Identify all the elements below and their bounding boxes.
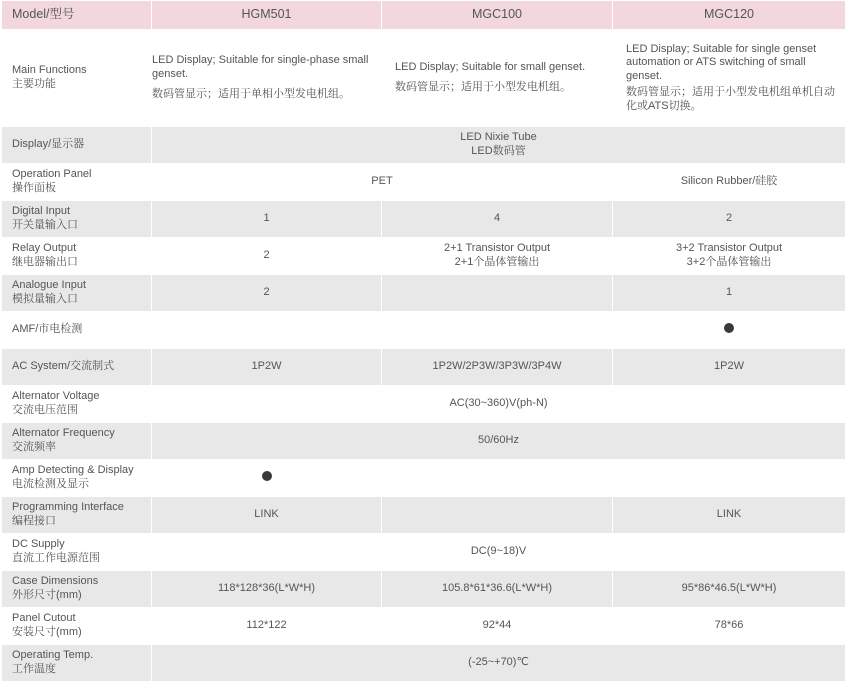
panel-cutout-label-cn: 安装尺寸(mm) — [12, 626, 82, 638]
operation-panel-row — [2, 164, 845, 201]
ac-system-hgm501: 1P2W — [152, 349, 382, 386]
relay-output-mgc120 — [613, 238, 845, 275]
display-value — [152, 127, 845, 164]
analogue-input-hgm501: 2 — [152, 275, 382, 312]
display-label: Display/显示器 — [2, 127, 152, 164]
header-row — [2, 1, 845, 30]
main-functions-mgc120 — [613, 30, 845, 127]
case-dimensions-mgc100: 105.8*61*36.6(L*W*H) — [382, 571, 613, 608]
function-cn-text: 数码管显示；适用于小型发电机组。 — [395, 81, 571, 93]
case-dimensions-row — [2, 571, 845, 608]
panel-cutout-mgc100: 92*44 — [382, 608, 613, 645]
relay-output-mgc120-en: 3+2 Transistor Output — [675, 242, 783, 255]
operating-temp-row — [2, 645, 845, 682]
digital-input-mgc100: 4 — [382, 201, 613, 238]
relay-output-mgc100 — [382, 238, 613, 275]
panel-cutout-label-en: Panel Cutout — [12, 612, 76, 625]
ac-system-label: AC System/交流制式 — [2, 349, 152, 386]
analogue-input-row — [2, 275, 845, 312]
analogue-input-label-en: Analogue Input — [12, 279, 87, 292]
relay-output-hgm501: 2 — [152, 238, 382, 275]
digital-input-row — [2, 201, 845, 238]
dc-supply-value: DC(9~18)V — [152, 534, 845, 571]
dc-supply-label-cn: 直流工作电源范围 — [12, 552, 100, 564]
analogue-input-mgc100 — [382, 275, 613, 312]
operating-temp-label-cn: 工作温度 — [12, 663, 56, 675]
alternator-voltage-label-en: Alternator Voltage — [12, 390, 100, 403]
spec-table — [1, 0, 845, 682]
amf-hgm501 — [152, 312, 382, 349]
amp-detecting-label-cn: 电流检测及显示 — [12, 478, 89, 490]
relay-output-mgc120-cn: 3+2个晶体管输出 — [686, 256, 772, 268]
relay-output-label-en: Relay Output — [12, 242, 77, 255]
alternator-voltage-value: AC(30~360)V(ph-N) — [152, 386, 845, 423]
main-functions-label — [2, 30, 152, 127]
amp-detecting-label-en: Amp Detecting & Display — [12, 464, 134, 477]
main-functions-label-cn: 主要功能 — [12, 78, 56, 90]
analogue-input-label — [2, 275, 152, 312]
case-dimensions-mgc120: 95*86*46.5(L*W*H) — [613, 571, 845, 608]
operation-panel-label — [2, 164, 152, 201]
display-row — [2, 127, 845, 164]
amp-detecting-label — [2, 460, 152, 497]
relay-output-label-cn: 继电器输出口 — [12, 256, 78, 268]
function-cn-text: 数码管显示；适用于小型发电机组单机自动化或ATS切换。 — [626, 85, 835, 112]
model-hgm501-header: HGM501 — [152, 1, 382, 30]
main-functions-mgc100 — [382, 30, 613, 127]
display-value-cn: LED数码管 — [471, 145, 526, 157]
programming-interface-row — [2, 497, 845, 534]
main-functions-row — [2, 30, 845, 127]
programming-interface-label-en: Programming Interface — [12, 501, 124, 514]
digital-input-label — [2, 201, 152, 238]
amp-detecting-mgc — [382, 460, 845, 497]
model-mgc120-header: MGC120 — [613, 1, 845, 30]
digital-input-mgc120: 2 — [613, 201, 845, 238]
panel-cutout-label — [2, 608, 152, 645]
relay-output-mgc100-cn: 2+1个晶体管输出 — [454, 256, 540, 268]
operating-temp-label-en: Operating Temp. — [12, 649, 94, 662]
panel-cutout-row — [2, 608, 845, 645]
analogue-input-label-cn: 模拟量输入口 — [12, 293, 78, 305]
supported-dot-icon — [262, 471, 272, 481]
programming-interface-label-cn: 编程接口 — [12, 515, 56, 527]
programming-interface-mgc100 — [382, 497, 613, 534]
display-value-en: LED Nixie Tube — [460, 131, 537, 144]
ac-system-row — [2, 349, 845, 386]
model-mgc100-header: MGC100 — [382, 1, 613, 30]
case-dimensions-hgm501: 118*128*36(L*W*H) — [152, 571, 382, 608]
operation-panel-label-en: Operation Panel — [12, 168, 92, 181]
ac-system-mgc120: 1P2W — [613, 349, 845, 386]
alternator-frequency-label — [2, 423, 152, 460]
alternator-voltage-label-cn: 交流电压范围 — [12, 404, 78, 416]
alternator-voltage-label — [2, 386, 152, 423]
supported-dot-icon — [724, 323, 734, 333]
panel-cutout-hgm501: 112*122 — [152, 608, 382, 645]
operating-temp-label — [2, 645, 152, 682]
alternator-frequency-label-cn: 交流频率 — [12, 441, 56, 453]
ac-system-mgc100: 1P2W/2P3W/3P3W/3P4W — [382, 349, 613, 386]
alternator-voltage-row — [2, 386, 845, 423]
digital-input-hgm501: 1 — [152, 201, 382, 238]
digital-input-label-en: Digital Input — [12, 205, 71, 218]
alternator-frequency-row — [2, 423, 845, 460]
programming-interface-hgm501: LINK — [152, 497, 382, 534]
relay-output-label — [2, 238, 152, 275]
programming-interface-mgc120: LINK — [613, 497, 845, 534]
dc-supply-row — [2, 534, 845, 571]
function-en-text: LED Display; Suitable for single genset automation or ATS switching of small genset. — [626, 42, 817, 83]
amf-label: AMF/市电检测 — [2, 312, 152, 349]
dc-supply-label-en: DC Supply — [12, 538, 65, 551]
case-dimensions-label-cn: 外形尺寸(mm) — [12, 589, 82, 601]
operation-panel-pet: PET — [152, 164, 613, 201]
operation-panel-label-cn: 操作面板 — [12, 182, 56, 194]
digital-input-label-cn: 开关量输入口 — [12, 219, 78, 231]
operation-panel-mgc120: Silicon Rubber/硅胶 — [613, 164, 845, 201]
operating-temp-value: (-25~+70)℃ — [152, 645, 845, 682]
amf-mgc120 — [613, 312, 845, 349]
dc-supply-label — [2, 534, 152, 571]
main-functions-label-en: Main Functions — [12, 64, 87, 77]
function-cn-text: 数码管显示；适用于单相小型发电机组。 — [152, 87, 350, 100]
relay-output-row — [2, 238, 845, 275]
case-dimensions-label — [2, 571, 152, 608]
amf-mgc100 — [382, 312, 613, 349]
amf-row — [2, 312, 845, 349]
main-functions-hgm501 — [152, 30, 382, 127]
function-en-text: LED Display; Suitable for small genset. — [395, 61, 586, 74]
amp-detecting-row — [2, 460, 845, 497]
programming-interface-label — [2, 497, 152, 534]
relay-output-mgc100-en: 2+1 Transistor Output — [443, 242, 551, 255]
amp-detecting-hgm501 — [152, 460, 382, 497]
alternator-frequency-value: 50/60Hz — [152, 423, 845, 460]
case-dimensions-label-en: Case Dimensions — [12, 575, 99, 588]
function-en-text: LED Display; Suitable for single-phase small genset. — [152, 54, 369, 81]
panel-cutout-mgc120: 78*66 — [613, 608, 845, 645]
analogue-input-mgc120: 1 — [613, 275, 845, 312]
alternator-frequency-label-en: Alternator Frequency — [12, 427, 115, 440]
model-header-label: Model/型号 — [2, 1, 152, 30]
